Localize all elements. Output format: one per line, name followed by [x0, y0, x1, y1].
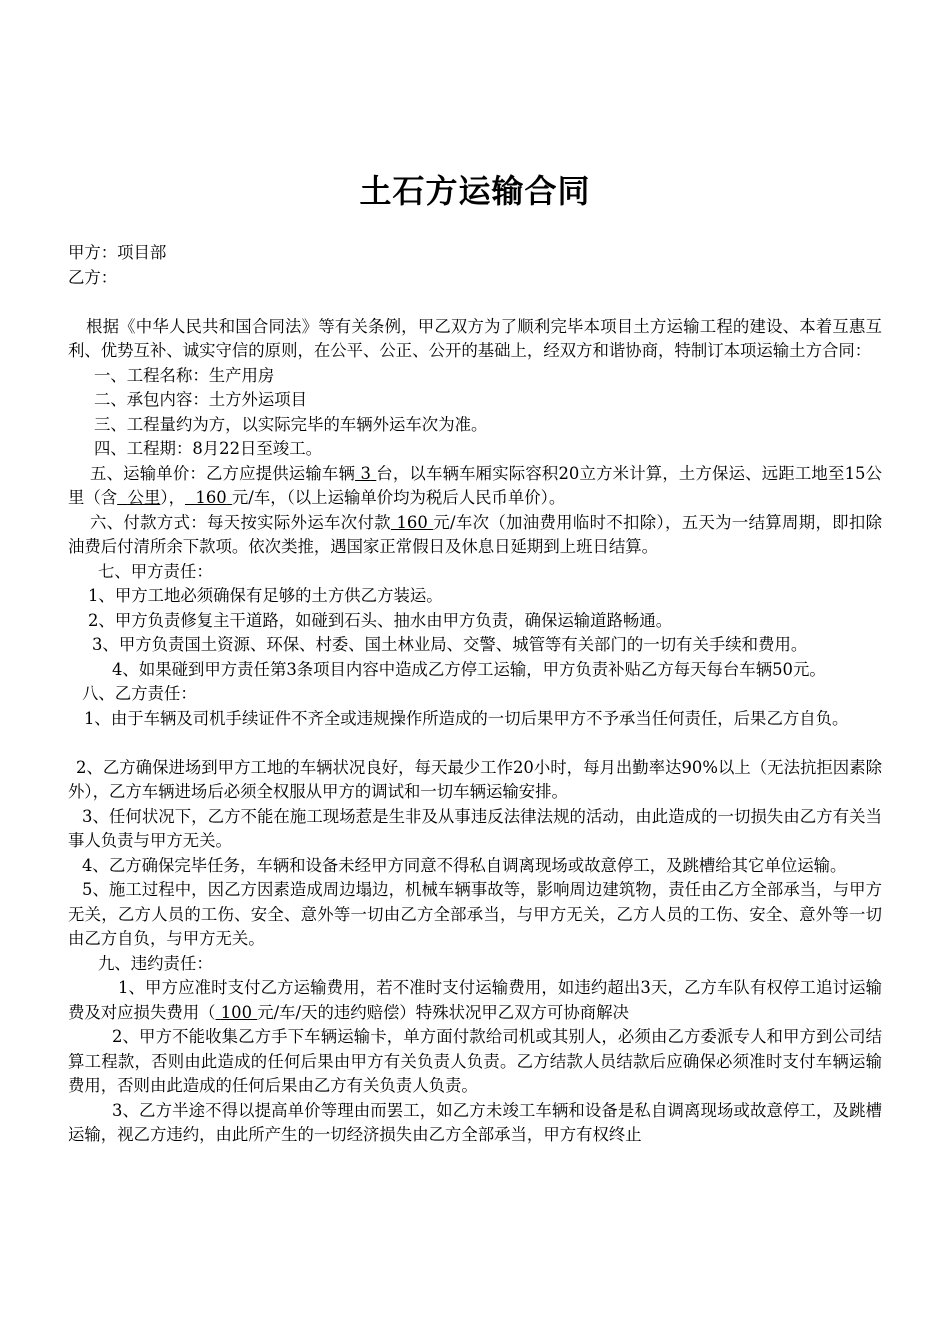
intro-paragraph: [68, 315, 882, 364]
contract-body: [68, 241, 882, 1148]
section-1: 一、工程名称：生产用房: [94, 365, 275, 385]
section-7-item-1: 1、甲方工地必须确保有足够的土方供乙方装运。: [88, 586, 443, 605]
section-9-item-2: 2、甲方不能收集乙方手下车辆运输卡，单方面付款给司机或其别人，必须由乙方委派专人和甲方到公司结算工程款，否则由此造成的任何后果由甲方有关负责人负责。乙方结款人员结款后应确保必须准时支付车辆运输费用，否则由此造成的任何后果由乙方有关负责人负责。: [68, 1027, 882, 1095]
payment-price: [391, 513, 433, 532]
penalty-amount: [216, 1003, 258, 1022]
section-8-item-5: 5、施工过程中，因乙方因素造成周边塌边，机械车辆事故等，影响周边建筑物，责任由乙方全部承当，与甲方无关，乙方人员的工伤、安全、意外等一切由乙方全部承当，与甲方无关，乙方人员的工伤、安全、意外等一切由乙方自负，与甲方无关。: [68, 880, 882, 948]
section-6-text-a: 六、付款方式：每天按实际外运车次付款: [90, 512, 391, 532]
section-8-item-4: 4、乙方确保完毕任务，车辆和设备未经甲方同意不得私自调离现场或故意停工，及跳槽给其它单位运输。: [82, 855, 847, 875]
section-4: 四、工程期：8月22日至竣工。: [94, 439, 322, 458]
section-7-item-3: 3、甲方负责国土资源、环保、村委、国土林业局、交警、城管等有关部门的一切有关手续和费用。: [92, 635, 808, 654]
section-7-item-4: 4、如果碰到甲方责任第3条项目内容中造成乙方停工运输，甲方负责补贴乙方每天每台车辆50元。: [112, 659, 826, 679]
section-6: [68, 511, 882, 560]
vehicle-count-value: 3: [360, 463, 371, 483]
party-b: 乙方：: [68, 267, 118, 287]
section-2: 二、承包内容：土方外运项目: [94, 390, 308, 409]
section-9-heading: 九、违约责任：: [98, 953, 213, 973]
section-8-heading: 八、乙方责任：: [82, 684, 197, 703]
section-9-item-3: 3、乙方半途不得以提高单价等理由而罢工，如乙方未竣工车辆和设备是私自调离现场或故意停工，及跳槽运输，视乙方违约，由此所产生的一切经济损失由乙方全部承当，甲方有权终止: [68, 1100, 882, 1144]
document-title: 土石方运输合同: [359, 172, 591, 210]
section-9-item-1: [68, 976, 882, 1025]
section-7-item-2: 2、甲方负责修复主干道路，如碰到石头、抽水由甲方负责，确保运输道路畅通。: [88, 610, 673, 630]
penalty-amount-value: 100: [220, 1002, 253, 1022]
section-8-item-2: 2、乙方确保进场到甲方工地的车辆状况良好，每天最少工作20小时，每月出勤率达90%以上（无法抗拒因素除外），乙方车辆进场后必须全权服从甲方的调试和一切车辆运输安排。: [68, 757, 882, 801]
section-9-item-1-text-b: 元/车/天的违约赔偿）特殊状况甲乙双方可协商解决: [257, 1002, 629, 1022]
blank-line: [68, 731, 882, 756]
unit-price: [185, 488, 232, 507]
section-7-heading: 七、甲方责任：: [98, 561, 213, 581]
section-5: [68, 462, 882, 511]
km-blank: [117, 488, 160, 507]
section-3: 三、工程量约为方，以实际完毕的车辆外运车次为准。: [94, 414, 488, 434]
section-8-item-1: 1、由于车辆及司机手续证件不齐全或违规操作所造成的一切后果甲方不予承当任何责任，后果乙方自负。: [84, 708, 849, 728]
intro-text: 根据《中华人民共和国合同法》等有关条例，甲乙双方为了顺利完毕本项目土方运输工程的建设、本着互惠互利、优势互补、诚实守信的原则，在公平、公正、公开的基础上，经双方和谐协商，特制订本项运输土方合同：: [68, 316, 882, 360]
section-9-item-1-text-a: 1、甲方应准时支付乙方运输费用，若不准时支付运输费用，如违约超出3天，乙方车队有权停工追讨运输费及对应损失费用（: [68, 978, 882, 1022]
party-a: 甲方：项目部: [68, 243, 167, 262]
section-6-text-b: 元/车次（加油费用临时不扣除），五天为一结算周期，即扣除油费后付清所余下款项。依次类推，遇国家正常假日及休息日延期到上班日结算。: [68, 512, 883, 556]
section-8-item-3: 3、任何状况下，乙方不能在施工现场惹是生非及从事违反法律法规的活动，由此造成的一切损失由乙方有关当事人负责与甲方无关。: [68, 806, 882, 850]
unit-price-value: 160: [195, 488, 227, 507]
blank-line: [68, 290, 882, 315]
section-5-text-a: 五、运输单价：乙方应提供运输车辆: [90, 463, 356, 483]
payment-price-value: 160: [396, 512, 428, 532]
vehicle-count: [355, 464, 376, 483]
km-blank-text: 公里: [127, 488, 161, 507]
section-5-text-c: ），: [160, 488, 185, 507]
section-5-text-b: 台，以车辆车厢实际容积20立方米计算，土方保运、远距工地至15公里（含: [68, 463, 882, 507]
section-5-text-d: 元/车，（以上运输单价均为税后人民币单价）。: [231, 488, 566, 507]
